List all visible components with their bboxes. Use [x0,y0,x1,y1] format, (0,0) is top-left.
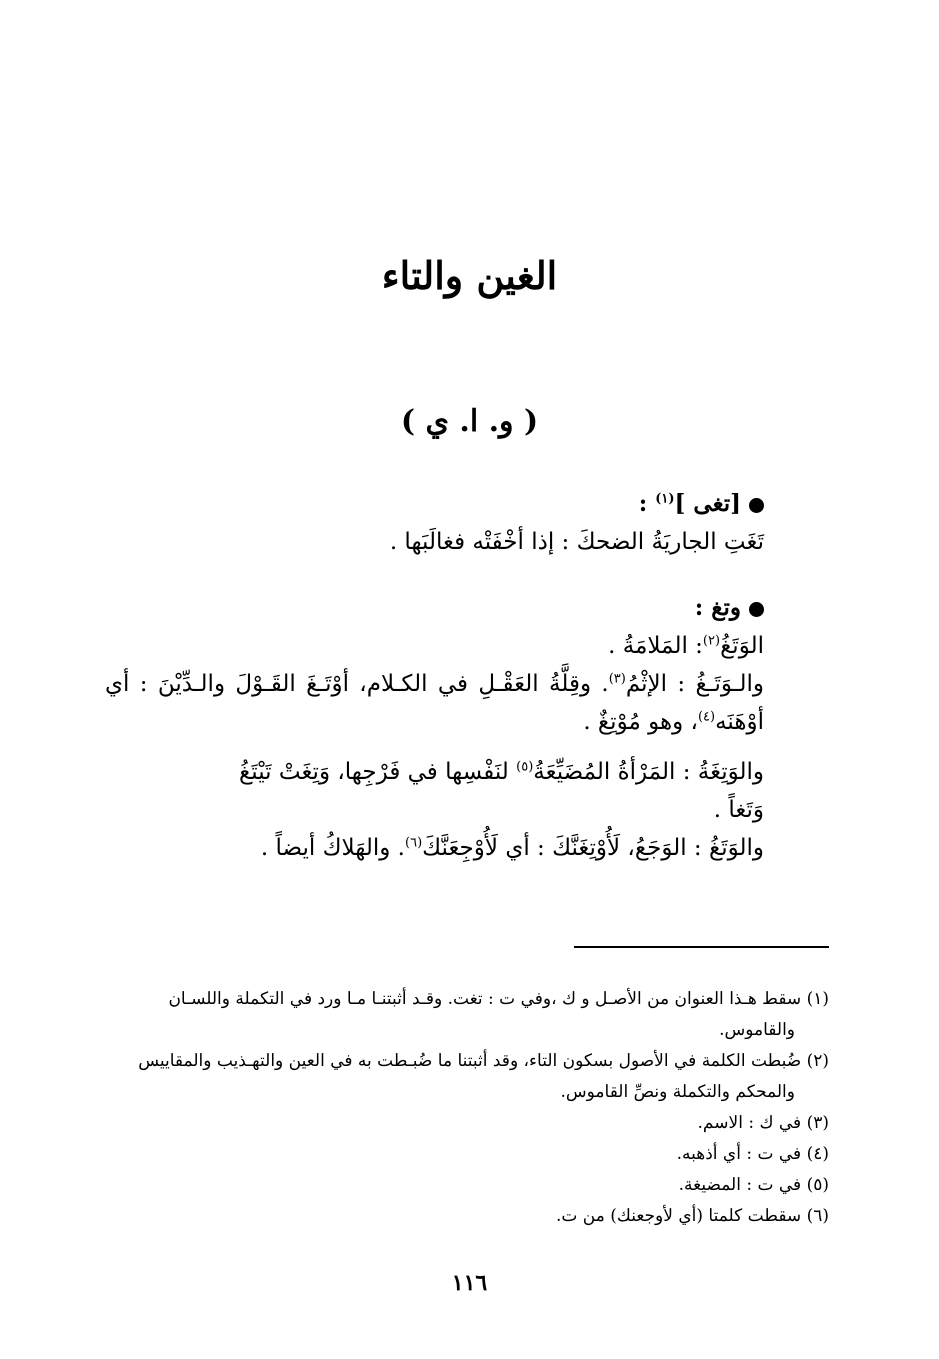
footnote-number: (١) [806,989,829,1009]
footnote-continuation: والمحكم والتكملة ونصِّ القاموس. [560,1082,795,1102]
line-text: والـوَتَـغُ : الإثْمُ [625,671,764,697]
entry-line [105,665,764,741]
entry-head-text: [تغى ] [674,490,741,517]
page-number: ١١٦ [451,1270,488,1296]
spacer [105,561,764,589]
line-text: الوَتَغُ [720,633,764,659]
entry-heading-tagha [105,485,764,523]
root-heading: ( و. ا. ي ) [400,404,539,439]
footnote-number: (٤) [806,1144,829,1164]
footnote-ref: (٥) [516,759,534,775]
page-title: الغين والتاء [381,253,558,298]
line-text: . وقِلَّةُ العَقْـلِ في الكـلام، أوْتَـغَ القَـوْلَ والـدِّيْنَ : أي أوْهَنَه [105,671,764,735]
footnote-text: في ت : المضيغة. [678,1175,802,1195]
line-text: ، وهو مُوْتِغٌ . [583,709,698,735]
footnote-number: (٥) [806,1175,829,1195]
footnote-item [110,1171,829,1200]
footnote-item [110,1047,829,1076]
footnote-text: سقطت كلمتا (أي لأوجعنك) من ت. [555,1206,802,1226]
footnotes [110,985,829,1233]
footnote-text: في ك : الاسم. [697,1113,802,1133]
bullet-icon [749,498,764,513]
footnote-item [110,1140,829,1169]
spacer [105,741,764,753]
footnote-text: سقط هـذا العنوان من الأصـل و ك ،وفي ت : تغت. وقـد أثبتنـا مـا ورد في التكملة واللسـان [168,989,802,1009]
footnote-item [110,1109,829,1138]
entry-head-text: وتغ : [694,594,741,621]
footnote-text: ضُبطت الكلمة في الأصول بسكون التاء، وقد أثبتنا ما ضُبـطت به في العين والتهـذيب والمقاييس [138,1051,802,1071]
footnote-number: (٣) [806,1113,829,1133]
footnote-text: في ت : أي أذهبه. [676,1144,802,1164]
footnote-divider [574,946,829,948]
footnote-ref: (٤) [697,709,716,725]
footnote-ref: (٢) [702,633,721,649]
footnote-ref: (٣) [608,671,626,687]
entry-line [105,627,764,665]
entry-line [225,753,764,829]
footnote-ref: (٦) [405,835,423,851]
line-text: لنَفْسِها في فَرْجِها، وَتِغَتْ تَيْتَغُ وَتَغاً . [239,759,764,823]
entry-heading-watagha [105,589,764,627]
entry-line [225,829,764,867]
footnote-item [110,1202,829,1231]
line-text: : المَلامَةُ . [608,633,703,659]
entry-body [105,485,764,867]
footnote-continuation: والقاموس. [719,1020,795,1040]
footnote-number: (٢) [806,1051,829,1071]
footnote-item [110,985,829,1014]
bullet-icon [749,602,764,617]
footnote-ref: (١) [655,491,675,507]
line-text: والوَتِغَةُ : المَرْأةُ المُضَيِّعَةُ [533,759,764,785]
entry-line: تَغَتِ الجاريَةُ الضحكَ : إذا أخْفَتْه فغالَبَها . [389,529,764,555]
line-text: والوَتَغُ : الوَجَعُ، لَأُوْتِغَنَّكَ : أي لَأُوْجِعَنَّكَ [422,835,764,861]
footnote-number: (٦) [806,1206,829,1226]
line-text: . والهَلاكُ أيضاً . [260,835,405,861]
entry-head-suffix: : [638,490,656,517]
